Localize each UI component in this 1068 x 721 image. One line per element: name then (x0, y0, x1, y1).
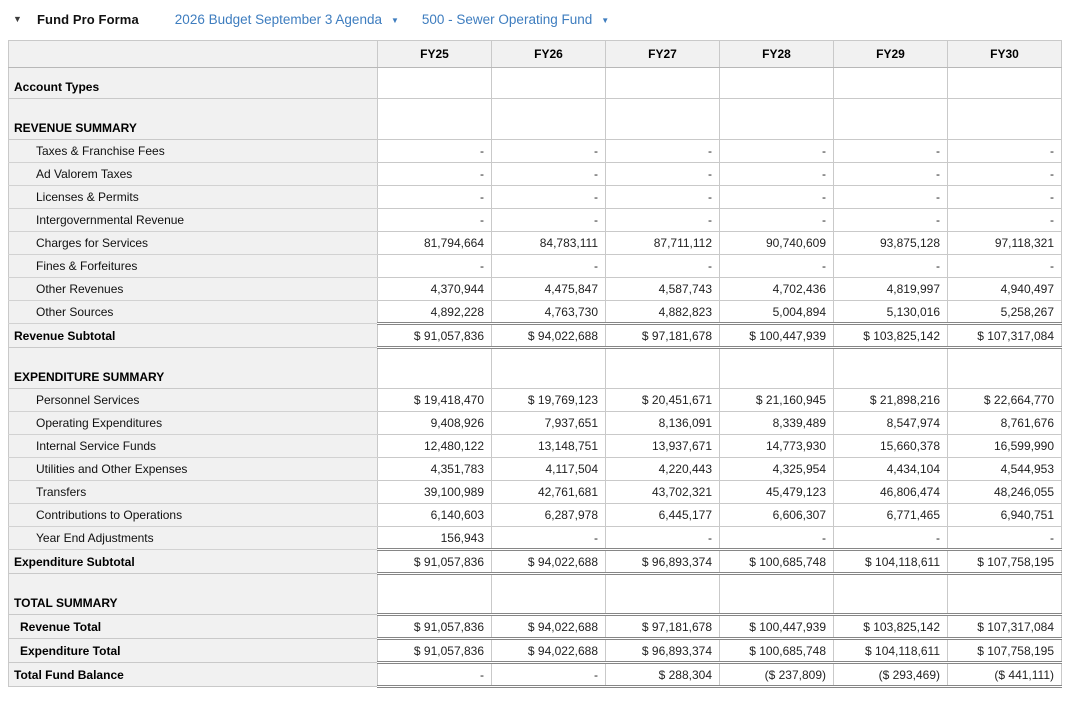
table-row (9, 389, 1062, 412)
corner-cell (9, 41, 378, 68)
cell-value: - (378, 140, 492, 163)
row-label: Operating Expenditures (9, 412, 378, 435)
cell-value: - (834, 527, 948, 550)
table-row (9, 481, 1062, 504)
cell-value: 4,351,783 (378, 458, 492, 481)
cell-value: 84,783,111 (492, 232, 606, 255)
cell-value: $ 100,447,939 (720, 615, 834, 639)
cell-value: $ 96,893,374 (606, 639, 720, 663)
cell-value: $ 20,451,671 (606, 389, 720, 412)
cell-value: 5,004,894 (720, 301, 834, 324)
cell-value: $ 100,447,939 (720, 324, 834, 348)
cell-value: 4,434,104 (834, 458, 948, 481)
chevron-down-icon: ▼ (390, 15, 399, 25)
cell-value: 4,940,497 (948, 278, 1062, 301)
cell-value: 5,258,267 (948, 301, 1062, 324)
cell-value: $ 91,057,836 (378, 615, 492, 639)
fund-pro-forma-table (8, 40, 1062, 688)
cell-value: - (948, 255, 1062, 278)
cell-value: 15,660,378 (834, 435, 948, 458)
cell-value: 4,587,743 (606, 278, 720, 301)
cell-value: - (948, 527, 1062, 550)
column-header-fy26: FY26 (492, 41, 606, 68)
cell-value (948, 68, 1062, 99)
row-label: Other Sources (9, 301, 378, 324)
cell-value: - (492, 255, 606, 278)
cell-value: - (720, 255, 834, 278)
table-row (9, 324, 1062, 348)
row-label: Intergovernmental Revenue (9, 209, 378, 232)
cell-value: - (606, 140, 720, 163)
cell-value (834, 574, 948, 615)
cell-value: 6,606,307 (720, 504, 834, 527)
cell-value: - (492, 527, 606, 550)
row-label: Taxes & Franchise Fees (9, 140, 378, 163)
row-label: Charges for Services (9, 232, 378, 255)
cell-value: 7,937,651 (492, 412, 606, 435)
table-row (9, 301, 1062, 324)
cell-value: 4,702,436 (720, 278, 834, 301)
table-row (9, 209, 1062, 232)
cell-value: $ 19,769,123 (492, 389, 606, 412)
cell-value: - (492, 140, 606, 163)
cell-value: $ 94,022,688 (492, 324, 606, 348)
chevron-down-icon: ▼ (601, 15, 610, 25)
row-label: TOTAL SUMMARY (9, 574, 378, 615)
cell-value: - (378, 255, 492, 278)
cell-value: 6,771,465 (834, 504, 948, 527)
cell-value: - (492, 186, 606, 209)
table-row (9, 348, 1062, 389)
cell-value: - (378, 663, 492, 687)
cell-value: 4,892,228 (378, 301, 492, 324)
row-label: Utilities and Other Expenses (9, 458, 378, 481)
cell-value: 8,136,091 (606, 412, 720, 435)
cell-value: $ 107,758,195 (948, 639, 1062, 663)
cell-value: 4,475,847 (492, 278, 606, 301)
row-label: Revenue Total (9, 615, 378, 639)
cell-value: ($ 441,111) (948, 663, 1062, 687)
cell-value: - (492, 163, 606, 186)
cell-value: $ 97,181,678 (606, 324, 720, 348)
cell-value: 42,761,681 (492, 481, 606, 504)
cell-value (606, 99, 720, 140)
row-label: Total Fund Balance (9, 663, 378, 687)
cell-value: - (720, 140, 834, 163)
budget-version-label: 2026 Budget September 3 Agenda (174, 12, 382, 27)
cell-value (720, 348, 834, 389)
cell-value: - (606, 186, 720, 209)
cell-value (948, 348, 1062, 389)
cell-value: 46,806,474 (834, 481, 948, 504)
cell-value: 8,547,974 (834, 412, 948, 435)
cell-value: $ 21,898,216 (834, 389, 948, 412)
cell-value: $ 94,022,688 (492, 550, 606, 574)
cell-value: - (720, 186, 834, 209)
cell-value: - (948, 209, 1062, 232)
row-label: Expenditure Total (9, 639, 378, 663)
cell-value: 156,943 (378, 527, 492, 550)
cell-value: $ 91,057,836 (378, 550, 492, 574)
cell-value: 81,794,664 (378, 232, 492, 255)
cell-value: 4,819,997 (834, 278, 948, 301)
cell-value: - (378, 163, 492, 186)
cell-value (378, 68, 492, 99)
cell-value: $ 103,825,142 (834, 324, 948, 348)
cell-value: 4,325,954 (720, 458, 834, 481)
cell-value: ($ 237,809) (720, 663, 834, 687)
cell-value: $ 91,057,836 (378, 639, 492, 663)
cell-value (720, 68, 834, 99)
cell-value (834, 348, 948, 389)
cell-value: - (834, 209, 948, 232)
toolbar (0, 0, 1068, 39)
cell-value: - (378, 186, 492, 209)
cell-value: - (948, 140, 1062, 163)
cell-value (378, 348, 492, 389)
table-row (9, 504, 1062, 527)
table-row (9, 99, 1062, 140)
cell-value: - (606, 255, 720, 278)
row-label: Personnel Services (9, 389, 378, 412)
cell-value: 4,763,730 (492, 301, 606, 324)
cell-value: 13,148,751 (492, 435, 606, 458)
cell-value: 12,480,122 (378, 435, 492, 458)
cell-value: $ 96,893,374 (606, 550, 720, 574)
table-row (9, 574, 1062, 615)
table-row (9, 68, 1062, 99)
table-row (9, 527, 1062, 550)
cell-value: 4,544,953 (948, 458, 1062, 481)
row-label: REVENUE SUMMARY (9, 99, 378, 140)
cell-value (606, 574, 720, 615)
cell-value: 87,711,112 (606, 232, 720, 255)
cell-value: 4,882,823 (606, 301, 720, 324)
cell-value: - (834, 186, 948, 209)
cell-value (720, 99, 834, 140)
row-label: Expenditure Subtotal (9, 550, 378, 574)
cell-value: 90,740,609 (720, 232, 834, 255)
table-row (9, 458, 1062, 481)
cell-value: 4,220,443 (606, 458, 720, 481)
cell-value: 16,599,990 (948, 435, 1062, 458)
cell-value: 45,479,123 (720, 481, 834, 504)
fund-dropdown[interactable] (422, 12, 609, 27)
column-header-fy27: FY27 (606, 41, 720, 68)
cell-value: $ 100,685,748 (720, 550, 834, 574)
table-row (9, 232, 1062, 255)
cell-value (720, 574, 834, 615)
cell-value: 93,875,128 (834, 232, 948, 255)
cell-value (948, 574, 1062, 615)
table-row (9, 412, 1062, 435)
cell-value: - (606, 527, 720, 550)
fund-label: 500 - Sewer Operating Fund (421, 12, 593, 27)
table-row (9, 550, 1062, 574)
table-row (9, 615, 1062, 639)
table-row (9, 255, 1062, 278)
page-title: Fund Pro Forma (37, 12, 139, 27)
cell-value: 43,702,321 (606, 481, 720, 504)
budget-version-dropdown[interactable] (175, 12, 399, 27)
table-row (9, 186, 1062, 209)
row-label: EXPENDITURE SUMMARY (9, 348, 378, 389)
table-row (9, 435, 1062, 458)
cell-value: 5,130,016 (834, 301, 948, 324)
cell-value: - (834, 163, 948, 186)
cell-value (492, 99, 606, 140)
row-label: Ad Valorem Taxes (9, 163, 378, 186)
table-row (9, 639, 1062, 663)
cell-value: $ 21,160,945 (720, 389, 834, 412)
table-row (9, 663, 1062, 687)
cell-value (492, 574, 606, 615)
cell-value: ($ 293,469) (834, 663, 948, 687)
cell-value: $ 104,118,611 (834, 639, 948, 663)
cell-value: $ 103,825,142 (834, 615, 948, 639)
cell-value: 13,937,671 (606, 435, 720, 458)
cell-value: $ 19,418,470 (378, 389, 492, 412)
cell-value: - (720, 163, 834, 186)
row-label: Contributions to Operations (9, 504, 378, 527)
cell-value (492, 348, 606, 389)
cell-value: 8,761,676 (948, 412, 1062, 435)
cell-value: 6,287,978 (492, 504, 606, 527)
cell-value (948, 99, 1062, 140)
cell-value: - (492, 663, 606, 687)
cell-value: $ 100,685,748 (720, 639, 834, 663)
cell-value: 4,117,504 (492, 458, 606, 481)
cell-value: 8,339,489 (720, 412, 834, 435)
cell-value: $ 91,057,836 (378, 324, 492, 348)
cell-value: - (834, 255, 948, 278)
cell-value: 6,940,751 (948, 504, 1062, 527)
cell-value: - (606, 163, 720, 186)
cell-value: 14,773,930 (720, 435, 834, 458)
table-header-row (9, 41, 1062, 68)
cell-value: - (720, 209, 834, 232)
cell-value: $ 97,181,678 (606, 615, 720, 639)
column-header-fy30: FY30 (948, 41, 1062, 68)
cell-value: 6,445,177 (606, 504, 720, 527)
cell-value: 48,246,055 (948, 481, 1062, 504)
cell-value: $ 107,758,195 (948, 550, 1062, 574)
table-row (9, 278, 1062, 301)
cell-value: 4,370,944 (378, 278, 492, 301)
cell-value: $ 107,317,084 (948, 324, 1062, 348)
row-label: Licenses & Permits (9, 186, 378, 209)
cell-value: - (378, 209, 492, 232)
row-label: Account Types (9, 68, 378, 99)
cell-value: $ 104,118,611 (834, 550, 948, 574)
cell-value: - (834, 140, 948, 163)
row-label: Year End Adjustments (9, 527, 378, 550)
table-row (9, 140, 1062, 163)
table-body (9, 68, 1062, 687)
collapse-icon[interactable]: ▼ (13, 14, 22, 24)
cell-value: $ 94,022,688 (492, 639, 606, 663)
row-label: Internal Service Funds (9, 435, 378, 458)
column-header-fy25: FY25 (378, 41, 492, 68)
row-label: Revenue Subtotal (9, 324, 378, 348)
cell-value (492, 68, 606, 99)
column-header-fy29: FY29 (834, 41, 948, 68)
cell-value (834, 99, 948, 140)
cell-value: 9,408,926 (378, 412, 492, 435)
cell-value (834, 68, 948, 99)
cell-value (378, 99, 492, 140)
cell-value: $ 22,664,770 (948, 389, 1062, 412)
cell-value: 6,140,603 (378, 504, 492, 527)
cell-value (606, 348, 720, 389)
cell-value: - (492, 209, 606, 232)
cell-value: 97,118,321 (948, 232, 1062, 255)
row-label: Other Revenues (9, 278, 378, 301)
table-row (9, 163, 1062, 186)
cell-value: - (948, 186, 1062, 209)
cell-value: - (720, 527, 834, 550)
cell-value: $ 288,304 (606, 663, 720, 687)
cell-value: 39,100,989 (378, 481, 492, 504)
cell-value: $ 94,022,688 (492, 615, 606, 639)
cell-value: $ 107,317,084 (948, 615, 1062, 639)
cell-value (378, 574, 492, 615)
row-label: Transfers (9, 481, 378, 504)
cell-value: - (606, 209, 720, 232)
column-header-fy28: FY28 (720, 41, 834, 68)
cell-value: - (948, 163, 1062, 186)
cell-value (606, 68, 720, 99)
row-label: Fines & Forfeitures (9, 255, 378, 278)
